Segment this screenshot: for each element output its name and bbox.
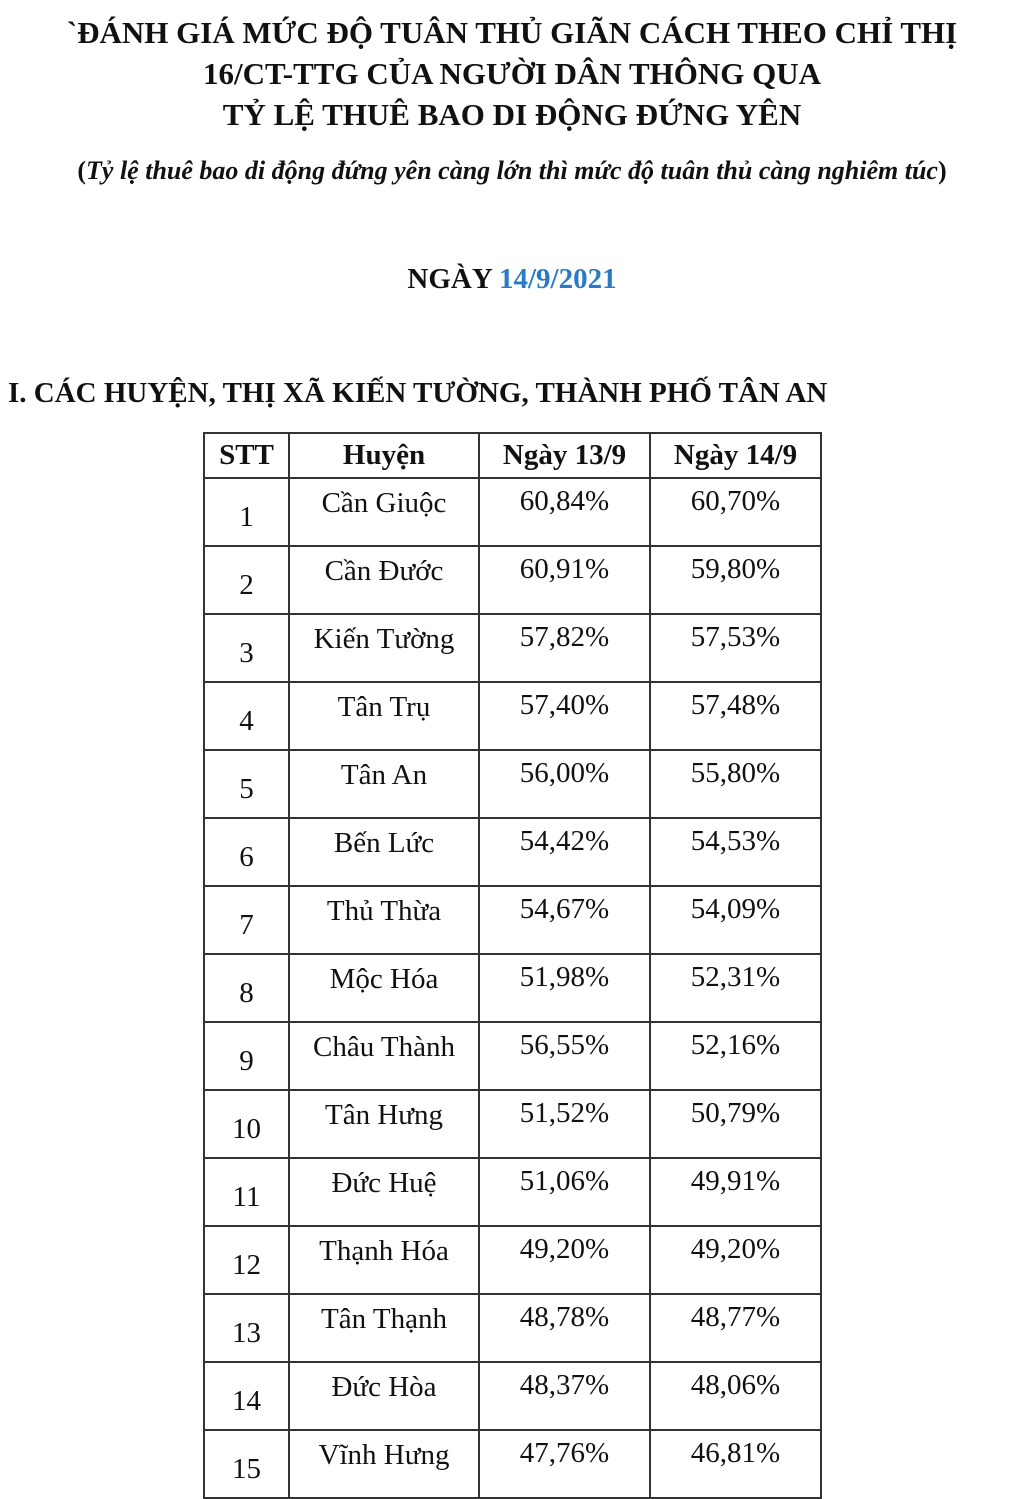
cell-day-13: 48,78%: [479, 1294, 650, 1362]
cell-day-14: 60,70%: [650, 478, 821, 546]
subtitle-open-paren: (: [77, 156, 87, 185]
table-row: [204, 682, 821, 750]
cell-day-14: 52,16%: [650, 1022, 821, 1090]
cell-day-13: 48,37%: [479, 1362, 650, 1430]
table-row: [204, 954, 821, 1022]
table-row: [204, 1158, 821, 1226]
table-row: [204, 1090, 821, 1158]
cell-day-13: 56,55%: [479, 1022, 650, 1090]
cell-day-14: 52,31%: [650, 954, 821, 1022]
cell-district: Cần Giuộc: [289, 478, 479, 546]
section-heading: I. CÁC HUYỆN, THỊ XÃ KIẾN TƯỜNG, THÀNH PHỐ TÂN AN: [8, 377, 828, 409]
table-row: [204, 1226, 821, 1294]
table-row: [204, 546, 821, 614]
cell-day-14: 49,91%: [650, 1158, 821, 1226]
table-row: [204, 818, 821, 886]
cell-day-13: 49,20%: [479, 1226, 650, 1294]
cell-stt: 5: [204, 750, 289, 818]
cell-day-13: 51,98%: [479, 954, 650, 1022]
cell-district: Châu Thành: [289, 1022, 479, 1090]
cell-day-14: 54,53%: [650, 818, 821, 886]
cell-day-14: 49,20%: [650, 1226, 821, 1294]
cell-district: Thủ Thừa: [289, 886, 479, 954]
table-row: [204, 1362, 821, 1430]
cell-stt: 15: [204, 1430, 289, 1498]
cell-district: Cần Đước: [289, 546, 479, 614]
document-subtitle: [0, 154, 1024, 188]
cell-stt: 6: [204, 818, 289, 886]
table-row: [204, 886, 821, 954]
cell-stt: 4: [204, 682, 289, 750]
cell-district: Bến Lức: [289, 818, 479, 886]
cell-stt: 1: [204, 478, 289, 546]
cell-day-14: 57,48%: [650, 682, 821, 750]
header-day-14: Ngày 14/9: [650, 433, 821, 478]
cell-stt: 9: [204, 1022, 289, 1090]
cell-day-13: 47,76%: [479, 1430, 650, 1498]
cell-day-14: 48,77%: [650, 1294, 821, 1362]
title-line-1: `ĐÁNH GIÁ MỨC ĐỘ TUÂN THỦ GIÃN CÁCH THEO CHỈ THỊ: [66, 15, 958, 50]
table-row: [204, 1022, 821, 1090]
cell-day-13: 57,82%: [479, 614, 650, 682]
table-row: [204, 614, 821, 682]
date-label: NGÀY: [407, 263, 492, 295]
cell-district: Tân Thạnh: [289, 1294, 479, 1362]
cell-stt: 11: [204, 1158, 289, 1226]
cell-day-14: 46,81%: [650, 1430, 821, 1498]
compliance-table: [203, 432, 822, 1499]
cell-district: Kiến Tường: [289, 614, 479, 682]
cell-day-13: 51,06%: [479, 1158, 650, 1226]
cell-district: Đức Hòa: [289, 1362, 479, 1430]
cell-district: Tân An: [289, 750, 479, 818]
cell-day-14: 59,80%: [650, 546, 821, 614]
cell-district: Thạnh Hóa: [289, 1226, 479, 1294]
table-row: [204, 750, 821, 818]
cell-stt: 8: [204, 954, 289, 1022]
header-district: Huyện: [289, 433, 479, 478]
cell-day-14: 57,53%: [650, 614, 821, 682]
title-line-3: TỶ LỆ THUÊ BAO DI ĐỘNG ĐỨNG YÊN: [222, 97, 802, 132]
cell-district: Tân Trụ: [289, 682, 479, 750]
cell-day-13: 51,52%: [479, 1090, 650, 1158]
table-row: [204, 1430, 821, 1498]
cell-day-14: 55,80%: [650, 750, 821, 818]
cell-district: Vĩnh Hưng: [289, 1430, 479, 1498]
cell-day-13: 54,42%: [479, 818, 650, 886]
report-date: [0, 260, 1024, 298]
title-line-2: 16/CT-TTG CỦA NGƯỜI DÂN THÔNG QUA: [202, 56, 822, 91]
header-stt: STT: [204, 433, 289, 478]
table-row: [204, 1294, 821, 1362]
cell-day-14: 50,79%: [650, 1090, 821, 1158]
cell-district: Đức Huệ: [289, 1158, 479, 1226]
cell-district: Mộc Hóa: [289, 954, 479, 1022]
table-body: [204, 478, 821, 1498]
document-title: [0, 12, 1024, 135]
cell-day-13: 60,91%: [479, 546, 650, 614]
header-day-13: Ngày 13/9: [479, 433, 650, 478]
cell-stt: 12: [204, 1226, 289, 1294]
subtitle-close-paren: ): [937, 156, 947, 185]
subtitle-text: Tỷ lệ thuê bao di động đứng yên càng lớn thì mức độ tuân thủ càng nghiêm túc: [86, 156, 938, 185]
cell-day-13: 60,84%: [479, 478, 650, 546]
cell-stt: 7: [204, 886, 289, 954]
cell-day-13: 57,40%: [479, 682, 650, 750]
cell-stt: 10: [204, 1090, 289, 1158]
cell-stt: 2: [204, 546, 289, 614]
cell-district: Tân Hưng: [289, 1090, 479, 1158]
date-value: 14/9/2021: [498, 263, 617, 295]
cell-day-13: 56,00%: [479, 750, 650, 818]
cell-stt: 3: [204, 614, 289, 682]
table-row: [204, 478, 821, 546]
cell-day-14: 54,09%: [650, 886, 821, 954]
table-header-row: [204, 433, 821, 478]
cell-stt: 14: [204, 1362, 289, 1430]
cell-day-13: 54,67%: [479, 886, 650, 954]
cell-stt: 13: [204, 1294, 289, 1362]
cell-day-14: 48,06%: [650, 1362, 821, 1430]
